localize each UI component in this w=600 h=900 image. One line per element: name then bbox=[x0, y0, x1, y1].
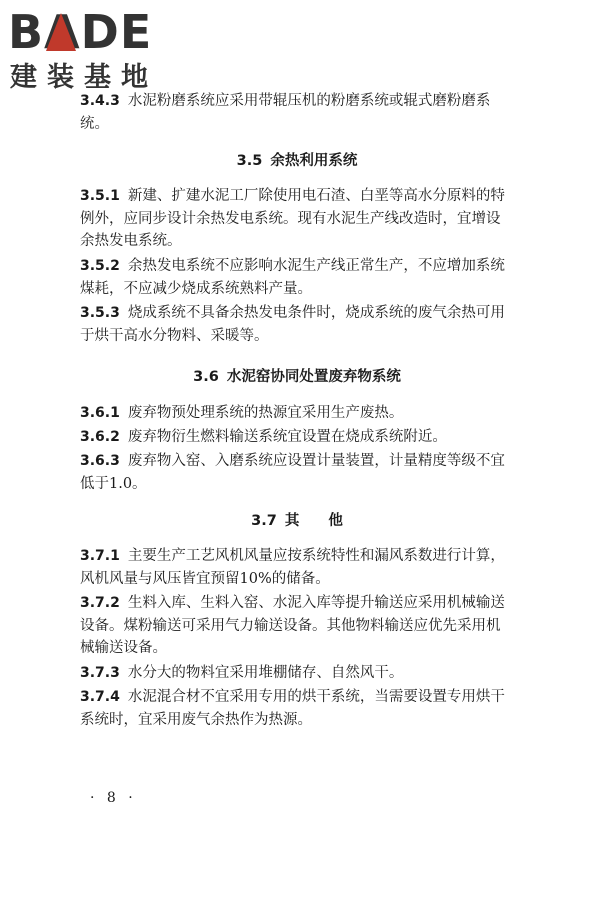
clause-text: 新建、扩建水泥工厂除使用电石渣、白垩等高水分原料的特例外，应同步设计余热发电系统。现有水泥生产线改造时，宜增设余热发电系统。 bbox=[80, 188, 505, 249]
clause-number: 3.6.2 bbox=[80, 429, 120, 445]
logo-wordmark: BADE bbox=[8, 5, 153, 59]
clause-3-7-3 bbox=[80, 662, 514, 685]
clause-3-7-1 bbox=[80, 545, 514, 590]
clause-text: 水分大的物料宜采用堆棚储存、自然风干。 bbox=[127, 665, 404, 681]
logo-subtitle: 建装基地 bbox=[10, 62, 158, 93]
clause-text: 废弃物衍生燃料输送系统宜设置在烧成系统附近。 bbox=[127, 429, 447, 445]
section-title: 其 他 bbox=[284, 512, 343, 529]
clause-text: 主要生产工艺风机风量应按系统特性和漏风系数进行计算，风机风量与风压皆宜预留10%的储备。 bbox=[80, 548, 505, 587]
clause-number: 3.5.3 bbox=[80, 305, 120, 321]
section-number: 3.7 bbox=[251, 513, 277, 529]
clause-number: 3.5.1 bbox=[80, 188, 120, 204]
clause-text: 水泥混合材不宜采用专用的烘干系统，当需要设置专用烘干系统时，宜采用废气余热作为热源。 bbox=[80, 689, 505, 728]
clause-3-5-3 bbox=[80, 302, 514, 347]
section-heading-3-6 bbox=[80, 366, 514, 388]
clause-3-5-2 bbox=[80, 255, 514, 300]
clause-3-7-4 bbox=[80, 686, 514, 731]
section-heading-3-7 bbox=[80, 510, 514, 532]
clause-3-6-3 bbox=[80, 450, 514, 495]
clause-number: 3.4.3 bbox=[80, 93, 120, 109]
section-title: 水泥窑协同处置废弃物系统 bbox=[226, 368, 401, 385]
clause-number: 3.5.2 bbox=[80, 258, 120, 274]
clause-3-5-1 bbox=[80, 185, 514, 253]
section-heading-3-5 bbox=[80, 150, 514, 172]
logo-triangle-icon bbox=[46, 13, 76, 51]
clause-number: 3.7.4 bbox=[80, 689, 120, 705]
section-number: 3.5 bbox=[236, 153, 263, 169]
clause-text: 废弃物入窑、入磨系统应设置计量装置，计量精度等级不宜低于1.0。 bbox=[80, 453, 505, 492]
clause-number: 3.7.1 bbox=[80, 548, 120, 564]
clause-number: 3.6.1 bbox=[80, 405, 120, 421]
clause-3-6-1 bbox=[80, 402, 514, 425]
clause-text: 烧成系统不具备余热发电条件时，烧成系统的废气余热可用于烘干高水分物料、采暖等。 bbox=[80, 305, 505, 344]
page-number: · 8 · bbox=[90, 790, 137, 806]
bade-logo bbox=[8, 6, 178, 98]
clause-text: 水泥粉磨系统应采用带辊压机的粉磨系统或辊式磨粉磨系统。 bbox=[80, 93, 491, 132]
clause-number: 3.7.2 bbox=[80, 595, 120, 611]
clause-number: 3.7.3 bbox=[80, 665, 120, 681]
section-number: 3.6 bbox=[193, 369, 219, 385]
clause-text: 生料入库、生料入窑、水泥入库等提升输送应采用机械输送设备。煤粉输送可采用气力输送设备。其他物料输送应优先采用机械输送设备。 bbox=[80, 595, 505, 656]
clause-3-4-3 bbox=[80, 90, 514, 135]
clause-3-6-2 bbox=[80, 426, 514, 449]
clause-text: 废弃物预处理系统的热源宜采用生产废热。 bbox=[127, 405, 404, 421]
clause-3-7-2 bbox=[80, 592, 514, 660]
clause-text: 余热发电系统不应影响水泥生产线正常生产，不应增加系统煤耗，不应减少烧成系统熟料产量。 bbox=[80, 258, 505, 297]
section-title: 余热利用系统 bbox=[270, 152, 358, 169]
clause-number: 3.6.3 bbox=[80, 453, 120, 469]
